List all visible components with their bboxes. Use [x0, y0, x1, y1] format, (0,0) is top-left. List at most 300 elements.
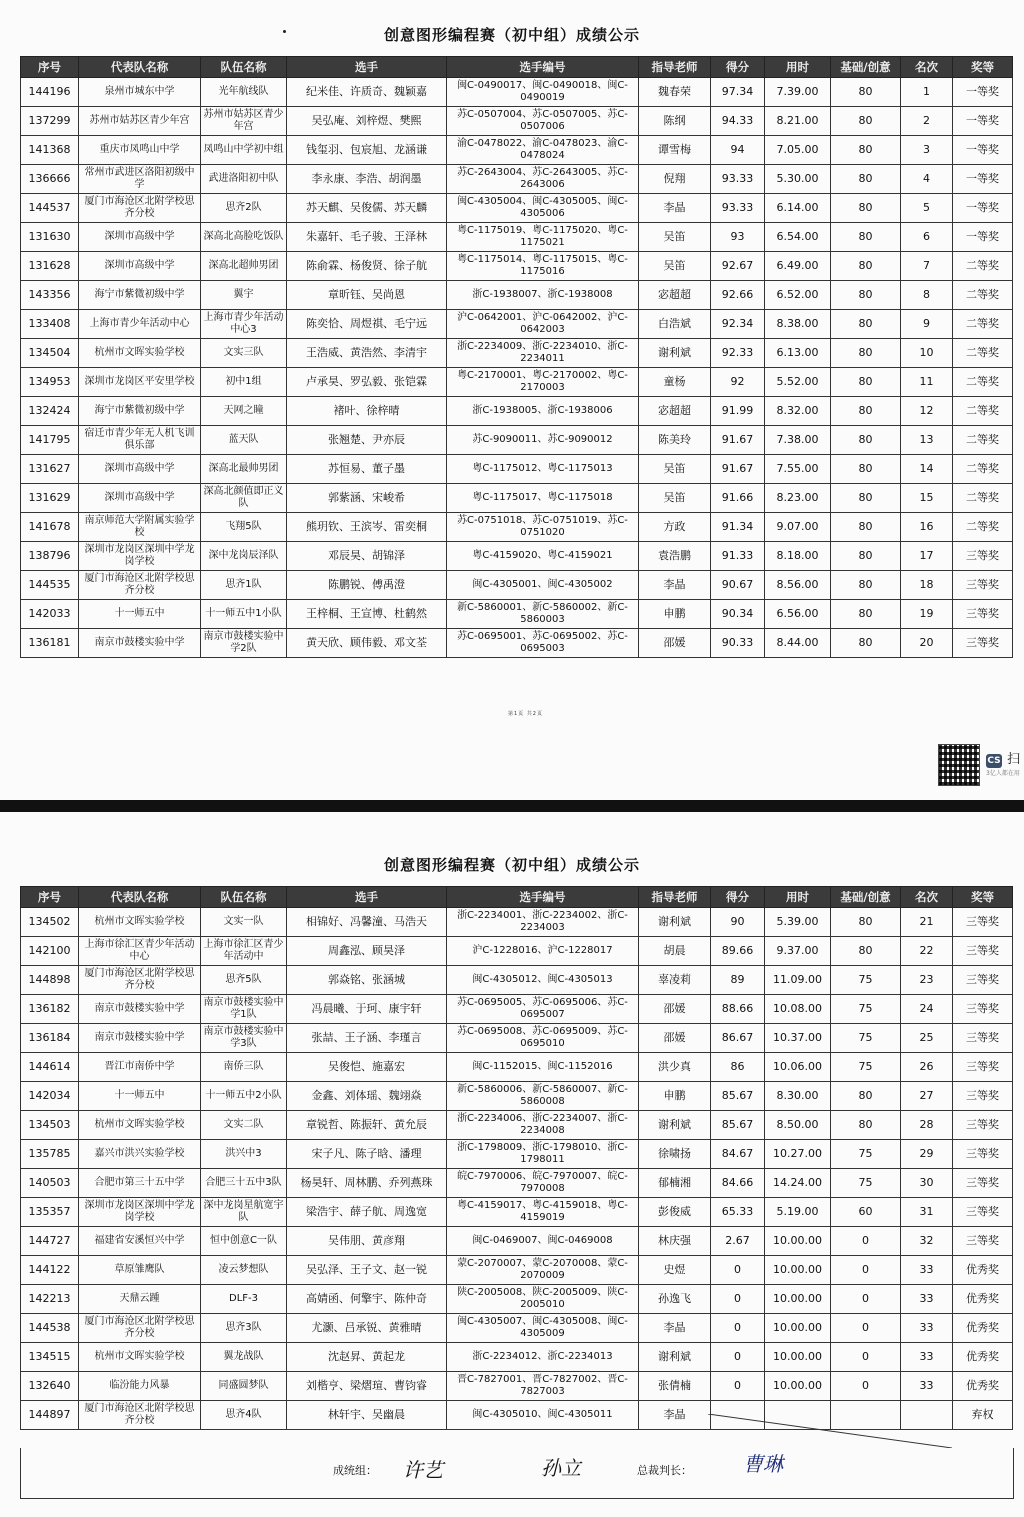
column-header: 用时 [765, 57, 831, 78]
table-cell: 宓超超 [639, 397, 711, 426]
table-cell: 三等奖 [953, 542, 1013, 571]
table-cell: 8.18.00 [765, 542, 831, 571]
table-cell: 吴笛 [639, 455, 711, 484]
table-cell: 131627 [21, 455, 79, 484]
table-cell: 75 [831, 1140, 901, 1169]
table-cell: 南侨三队 [201, 1053, 287, 1082]
page-title: 创意图形编程赛（初中组）成绩公示 [383, 856, 640, 874]
table-row [21, 1053, 1013, 1082]
table-cell: 相锦好、冯馨潼、马浩天 [287, 908, 447, 937]
table-cell: 132424 [21, 397, 79, 426]
table-cell: 9.37.00 [765, 937, 831, 966]
table-row [21, 966, 1013, 995]
table-cell: 郁楠湘 [639, 1169, 711, 1198]
table-cell: 75 [831, 966, 901, 995]
table-cell: 渝C-0478022、渝C-0478023、渝C-0478024 [447, 136, 639, 165]
table-cell: 80 [831, 629, 901, 658]
table-cell: 申鹏 [639, 600, 711, 629]
table-cell: 0 [711, 1285, 765, 1314]
table-cell: 史煜 [639, 1256, 711, 1285]
qr-code [938, 744, 980, 786]
table-cell: 深圳市龙岗区平安里学校 [79, 368, 201, 397]
table-cell: 0 [831, 1372, 901, 1401]
table-row [21, 252, 1013, 281]
table-cell: 福建省安溪恒兴中学 [79, 1227, 201, 1256]
column-header: 序号 [21, 887, 79, 908]
table-cell: 深高北超帅男团 [201, 252, 287, 281]
table-cell: 苏州市姑苏区青少年宫 [201, 107, 287, 136]
table-cell: 一等奖 [953, 194, 1013, 223]
table-cell: 粤C-1175014、粤C-1175015、粤C-1175016 [447, 252, 639, 281]
void-diagonal-line [708, 1414, 952, 1448]
column-header: 奖等 [953, 57, 1013, 78]
table-cell: 郭紫涵、宋峻希 [287, 484, 447, 513]
table-cell: 海宁市紫微初级中学 [79, 281, 201, 310]
table-row [21, 571, 1013, 600]
table-cell: 0 [831, 1227, 901, 1256]
table-cell: 80 [831, 107, 901, 136]
table-cell: 同盛圆梦队 [201, 1372, 287, 1401]
table-cell: 27 [901, 1082, 953, 1111]
table-cell: 优秀奖 [953, 1372, 1013, 1401]
table-cell: 吴弘庵、刘梓煜、樊熙 [287, 107, 447, 136]
table-cell: 三等奖 [953, 1198, 1013, 1227]
table-cell: 深圳市龙岗区深圳中学龙岗学校 [79, 542, 201, 571]
table-cell: 三等奖 [953, 1169, 1013, 1198]
table-cell: 浙C-2234012、浙C-2234013 [447, 1343, 639, 1372]
table-cell: 23 [901, 966, 953, 995]
table-cell: 80 [831, 1082, 901, 1111]
table-cell: 131630 [21, 223, 79, 252]
table-cell: 135357 [21, 1198, 79, 1227]
table-cell: 10.00.00 [765, 1256, 831, 1285]
table-cell: 8.38.00 [765, 310, 831, 339]
table-cell: 8.32.00 [765, 397, 831, 426]
table-cell: 33 [901, 1285, 953, 1314]
table-cell: 144727 [21, 1227, 79, 1256]
table-cell: 思齐4队 [201, 1401, 287, 1430]
table-cell: 93.33 [711, 194, 765, 223]
table-cell: 14.24.00 [765, 1169, 831, 1198]
table-cell: 初中1组 [201, 368, 287, 397]
table-cell: 南京市鼓楼实验中学3队 [201, 1024, 287, 1053]
table-cell: 33 [901, 1372, 953, 1401]
table-cell: 杨昊轩、周林鹏、乔列燕珠 [287, 1169, 447, 1198]
table-cell: 91.33 [711, 542, 765, 571]
table-cell: 3 [901, 136, 953, 165]
table-cell: 89.66 [711, 937, 765, 966]
table-cell: 浙C-2234001、浙C-2234002、浙C-2234003 [447, 908, 639, 937]
column-header: 指导老师 [639, 57, 711, 78]
table-row [21, 629, 1013, 658]
table-cell: 80 [831, 194, 901, 223]
table-cell: 80 [831, 165, 901, 194]
table-row [21, 1227, 1013, 1256]
table-cell: 92.34 [711, 310, 765, 339]
table-cell: 新C-5860006、新C-5860007、新C-5860008 [447, 1082, 639, 1111]
table-cell: 一等奖 [953, 165, 1013, 194]
score-group-label: 成统组： [333, 1464, 377, 1477]
table-cell: 李永康、李浩、胡润墨 [287, 165, 447, 194]
table-cell: 深圳市龙岗区深圳中学龙岗学校 [79, 1198, 201, 1227]
table-cell: 吴俊恺、施嘉宏 [287, 1053, 447, 1082]
table-cell: 80 [831, 310, 901, 339]
table-cell: 海宁市紫微初级中学 [79, 397, 201, 426]
table-cell: 宓超超 [639, 281, 711, 310]
table-row [21, 1372, 1013, 1401]
signature-1: 许艺 [403, 1458, 443, 1482]
table-row [21, 908, 1013, 937]
table-cell: 闽C-4305001、闽C-4305002 [447, 571, 639, 600]
table-row [21, 136, 1013, 165]
scanner-label: 扫 [1007, 752, 1021, 767]
table-cell: 十一师五中2小队 [201, 1082, 287, 1111]
table-cell: 84.67 [711, 1140, 765, 1169]
table-cell: 吴弘泽、王子文、赵一锐 [287, 1256, 447, 1285]
table-cell: 97.34 [711, 78, 765, 107]
table-cell: 80 [831, 339, 901, 368]
table-cell: 131629 [21, 484, 79, 513]
table-cell: 优秀奖 [953, 1256, 1013, 1285]
table-cell: 闽C-4305004、闽C-4305005、闽C-4305006 [447, 194, 639, 223]
table-cell: 144122 [21, 1256, 79, 1285]
table-cell: 二等奖 [953, 339, 1013, 368]
column-header: 选手 [287, 57, 447, 78]
table-cell: 22 [901, 937, 953, 966]
column-header: 序号 [21, 57, 79, 78]
table-cell: 75 [831, 1169, 901, 1198]
table-cell: 沪C-1228016、沪C-1228017 [447, 937, 639, 966]
table-cell: 142034 [21, 1082, 79, 1111]
table-cell: 林庆强 [639, 1227, 711, 1256]
table-cell: 80 [831, 513, 901, 542]
table-row [21, 397, 1013, 426]
table-cell: 8 [901, 281, 953, 310]
table-row [21, 1140, 1013, 1169]
table-cell: 闽C-4305010、闽C-4305011 [447, 1401, 639, 1430]
table-cell: 144897 [21, 1401, 79, 1430]
table-cell: 思齐2队 [201, 194, 287, 223]
table-cell: 苏州市姑苏区青少年宫 [79, 107, 201, 136]
table-cell: 邵媛 [639, 1024, 711, 1053]
table-cell: 91.34 [711, 513, 765, 542]
table-cell: 三等奖 [953, 1111, 1013, 1140]
table-cell: 26 [901, 1053, 953, 1082]
table-cell: 文实一队 [201, 908, 287, 937]
table-cell: 二等奖 [953, 426, 1013, 455]
table-cell: 孙逸飞 [639, 1285, 711, 1314]
table-cell: 92.33 [711, 339, 765, 368]
table-cell: 10.06.00 [765, 1053, 831, 1082]
table-cell: 宋子凡、陈子晗、潘理 [287, 1140, 447, 1169]
table-cell: 尤灏、吕承锐、黄雅晴 [287, 1314, 447, 1343]
table-cell: 南京市鼓楼实验中学 [79, 629, 201, 658]
column-header: 代表队名称 [79, 57, 201, 78]
table-cell: 一等奖 [953, 78, 1013, 107]
table-cell: 80 [831, 368, 901, 397]
table-cell: 粤C-4159020、粤C-4159021 [447, 542, 639, 571]
table-cell: 上海市徐汇区青少年活动中心 [79, 937, 201, 966]
table-cell: 三等奖 [953, 1082, 1013, 1111]
table-cell: 天网之瞳 [201, 397, 287, 426]
table-cell: 吴笛 [639, 223, 711, 252]
cs-logo-icon: CS [987, 756, 1001, 766]
table-row [21, 310, 1013, 339]
table-cell: 0 [711, 1372, 765, 1401]
table-cell: 一等奖 [953, 223, 1013, 252]
table-cell: 徐啸扬 [639, 1140, 711, 1169]
table-cell: 0 [711, 1343, 765, 1372]
table-cell: 邓辰昊、胡锦泽 [287, 542, 447, 571]
table-cell: 84.66 [711, 1169, 765, 1198]
table-cell: 19 [901, 600, 953, 629]
table-cell: 陈奕恰、周煜祺、毛宁远 [287, 310, 447, 339]
table-cell: 80 [831, 426, 901, 455]
table-cell: 25 [901, 1024, 953, 1053]
table-cell: 浙C-2234009、浙C-2234010、浙C-2234011 [447, 339, 639, 368]
table-cell: 0 [831, 1256, 901, 1285]
table-cell: 18 [901, 571, 953, 600]
table-cell: 136666 [21, 165, 79, 194]
table-cell: 二等奖 [953, 513, 1013, 542]
table-cell: 6.13.00 [765, 339, 831, 368]
table-cell: 10.27.00 [765, 1140, 831, 1169]
table-cell: 90.33 [711, 629, 765, 658]
table-cell: 二等奖 [953, 397, 1013, 426]
table-cell: 重庆市凤鸣山中学 [79, 136, 201, 165]
table-row [21, 937, 1013, 966]
table-cell: 143356 [21, 281, 79, 310]
table-cell: 优秀奖 [953, 1285, 1013, 1314]
column-header: 基础/创意 [831, 887, 901, 908]
table-cell: 杭州市文晖实验学校 [79, 1111, 201, 1140]
table-cell: 陈鹏锐、傅禹澄 [287, 571, 447, 600]
table-cell: 深中龙岗辰泽队 [201, 542, 287, 571]
table-cell: 三等奖 [953, 1227, 1013, 1256]
table-cell: 10.00.00 [765, 1285, 831, 1314]
table-cell: 9 [901, 310, 953, 339]
table-cell: 苏C-0695005、苏C-0695006、苏C-0695007 [447, 995, 639, 1024]
table-cell: 91.66 [711, 484, 765, 513]
table-cell: 142213 [21, 1285, 79, 1314]
table-cell: 80 [831, 281, 901, 310]
table-cell: 厦门市海沧区北附学校思齐分校 [79, 1401, 201, 1430]
table-row [21, 542, 1013, 571]
table-cell: 33 [901, 1343, 953, 1372]
table-cell: 冯晨曦、于珂、康宇轩 [287, 995, 447, 1024]
table-cell: 苏C-0751018、苏C-0751019、苏C-0751020 [447, 513, 639, 542]
table-cell: 思齐1队 [201, 571, 287, 600]
table-cell: 0 [831, 1314, 901, 1343]
table-row [21, 1169, 1013, 1198]
table-cell: 上海市徐汇区青少年活动中 [201, 937, 287, 966]
table-cell: 86 [711, 1053, 765, 1082]
table-row [21, 1285, 1013, 1314]
table-cell: 28 [901, 1111, 953, 1140]
table-cell: 17 [901, 542, 953, 571]
table-cell: 白浩斌 [639, 310, 711, 339]
table-cell: 李晶 [639, 194, 711, 223]
table-cell: 85.67 [711, 1082, 765, 1111]
table-cell: 7 [901, 252, 953, 281]
table-cell: 苏C-0695001、苏C-0695002、苏C-0695003 [447, 629, 639, 658]
scanner-watermark [986, 748, 1024, 778]
table-cell: 临汾能力风暴 [79, 1372, 201, 1401]
table-cell: 33 [901, 1256, 953, 1285]
table-cell: 吴笛 [639, 252, 711, 281]
table-cell: 80 [831, 600, 901, 629]
table-cell: 92.66 [711, 281, 765, 310]
table-cell: 凤鸣山中学初中组 [201, 136, 287, 165]
table-cell: 134953 [21, 368, 79, 397]
table-cell: 粤C-2170001、粤C-2170002、粤C-2170003 [447, 368, 639, 397]
table-cell: 草原雏鹰队 [79, 1256, 201, 1285]
table-cell: 6.14.00 [765, 194, 831, 223]
table-cell: 6.52.00 [765, 281, 831, 310]
table-cell: 14 [901, 455, 953, 484]
table-cell: 新C-5860001、新C-5860002、新C-5860003 [447, 600, 639, 629]
table-cell: 33 [901, 1314, 953, 1343]
table-cell: 吴笛 [639, 484, 711, 513]
column-header: 队伍名称 [201, 887, 287, 908]
table-cell: 94.33 [711, 107, 765, 136]
table-cell: 32 [901, 1227, 953, 1256]
table-cell: 75 [831, 1024, 901, 1053]
column-header: 用时 [765, 887, 831, 908]
column-header: 名次 [901, 57, 953, 78]
table-cell: 11.09.00 [765, 966, 831, 995]
table-cell: 6 [901, 223, 953, 252]
table-cell: 141368 [21, 136, 79, 165]
table-cell: 王浩威、黄浩然、李清宇 [287, 339, 447, 368]
table-cell: 8.30.00 [765, 1082, 831, 1111]
table-cell: 彭俊威 [639, 1198, 711, 1227]
table-cell: 31 [901, 1198, 953, 1227]
table-cell: 1 [901, 78, 953, 107]
table-cell: 文实二队 [201, 1111, 287, 1140]
table-cell: 16 [901, 513, 953, 542]
table-cell: 二等奖 [953, 455, 1013, 484]
table-cell: 10.00.00 [765, 1314, 831, 1343]
table-cell: 泉州市城东中学 [79, 78, 201, 107]
table-cell: 142033 [21, 600, 79, 629]
table-cell: 20 [901, 629, 953, 658]
table-cell: 苏恒易、董子墨 [287, 455, 447, 484]
table-cell: 合肥三十五中3队 [201, 1169, 287, 1198]
table-cell: 5.19.00 [765, 1198, 831, 1227]
table-cell: 90 [711, 908, 765, 937]
table-cell: 10.00.00 [765, 1372, 831, 1401]
table-cell: 弃权 [953, 1401, 1013, 1430]
table-cell: 杭州市文晖实验学校 [79, 1343, 201, 1372]
table-cell: 75 [831, 1053, 901, 1082]
signature-row [20, 1448, 1014, 1499]
table-cell: 李晶 [639, 571, 711, 600]
table-cell: 29 [901, 1140, 953, 1169]
table-cell: 胡晨 [639, 937, 711, 966]
table-cell: 闽C-0469007、闽C-0469008 [447, 1227, 639, 1256]
table-cell: 80 [831, 937, 901, 966]
table-cell: DLF-3 [201, 1285, 287, 1314]
table-cell: 三等奖 [953, 966, 1013, 995]
table-cell: 134502 [21, 908, 79, 937]
table-cell: 十一师五中 [79, 1082, 201, 1111]
table-cell: 周鑫泓、顾昊泽 [287, 937, 447, 966]
table-cell: 8.21.00 [765, 107, 831, 136]
table-cell: 晋江市南侨中学 [79, 1053, 201, 1082]
table-cell: 杭州市文晖实验学校 [79, 339, 201, 368]
table-cell: 10.00.00 [765, 1343, 831, 1372]
table-cell: 13 [901, 426, 953, 455]
table-cell: 144538 [21, 1314, 79, 1343]
table-cell: 144196 [21, 78, 79, 107]
table-cell: 141678 [21, 513, 79, 542]
table-cell: 三等奖 [953, 908, 1013, 937]
table-cell: 0 [831, 1285, 901, 1314]
table-cell: 晋C-7827001、晋C-7827002、晋C-7827003 [447, 1372, 639, 1401]
table-cell: 三等奖 [953, 629, 1013, 658]
table-cell: 三等奖 [953, 1140, 1013, 1169]
table-row [21, 1082, 1013, 1111]
table-cell: 倪翔 [639, 165, 711, 194]
table-cell: 5.52.00 [765, 368, 831, 397]
table-cell: 谢利斌 [639, 908, 711, 937]
table-row [21, 484, 1013, 513]
table-cell: 闽C-4305012、闽C-4305013 [447, 966, 639, 995]
table-cell: 144614 [21, 1053, 79, 1082]
table-row [21, 995, 1013, 1024]
column-header: 基础/创意 [831, 57, 901, 78]
table-cell: 飞翔5队 [201, 513, 287, 542]
table-cell: 80 [831, 455, 901, 484]
table-cell: 7.05.00 [765, 136, 831, 165]
table-cell: 8.44.00 [765, 629, 831, 658]
table-row [21, 339, 1013, 368]
table-cell: 5 [901, 194, 953, 223]
table-cell: 陕C-2005008、陕C-2005009、陕C-2005010 [447, 1285, 639, 1314]
table-cell: 91.99 [711, 397, 765, 426]
table-cell: 吴伟朋、黄彦翔 [287, 1227, 447, 1256]
table-cell: 袁浩鹏 [639, 542, 711, 571]
table-cell: 141795 [21, 426, 79, 455]
table-cell: 邵媛 [639, 995, 711, 1024]
table-cell: 思齐5队 [201, 966, 287, 995]
table-cell: 武进洛阳初中队 [201, 165, 287, 194]
table-cell: 宿迁市青少年无人机飞训俱乐部 [79, 426, 201, 455]
table-cell: 张翘楚、尹亦辰 [287, 426, 447, 455]
table-row [21, 1024, 1013, 1053]
table-cell: 粤C-4159017、粤C-4159018、粤C-4159019 [447, 1198, 639, 1227]
table-cell: 深圳市高级中学 [79, 223, 201, 252]
table-cell: 二等奖 [953, 281, 1013, 310]
table-cell: 7.39.00 [765, 78, 831, 107]
table-cell: 93 [711, 223, 765, 252]
table-cell: 94 [711, 136, 765, 165]
table-cell: 厦门市海沧区北附学校思齐分校 [79, 966, 201, 995]
table-cell: 133408 [21, 310, 79, 339]
table-cell: 黄天欣、顾伟毅、邓文荃 [287, 629, 447, 658]
table-cell: 闽C-4305007、闽C-4305008、闽C-4305009 [447, 1314, 639, 1343]
column-header: 代表队名称 [79, 887, 201, 908]
table-cell: 浙C-2234006、浙C-2234007、浙C-2234008 [447, 1111, 639, 1140]
table-cell: 三等奖 [953, 995, 1013, 1024]
table-cell: 朱嘉轩、毛子骏、王泽林 [287, 223, 447, 252]
table-cell: 二等奖 [953, 252, 1013, 281]
table-cell: 65.33 [711, 1198, 765, 1227]
table-cell: 优秀奖 [953, 1314, 1013, 1343]
table-cell: 嘉兴市洪兴实验学校 [79, 1140, 201, 1169]
table-cell: 浙C-1798009、浙C-1798010、浙C-1798011 [447, 1140, 639, 1169]
